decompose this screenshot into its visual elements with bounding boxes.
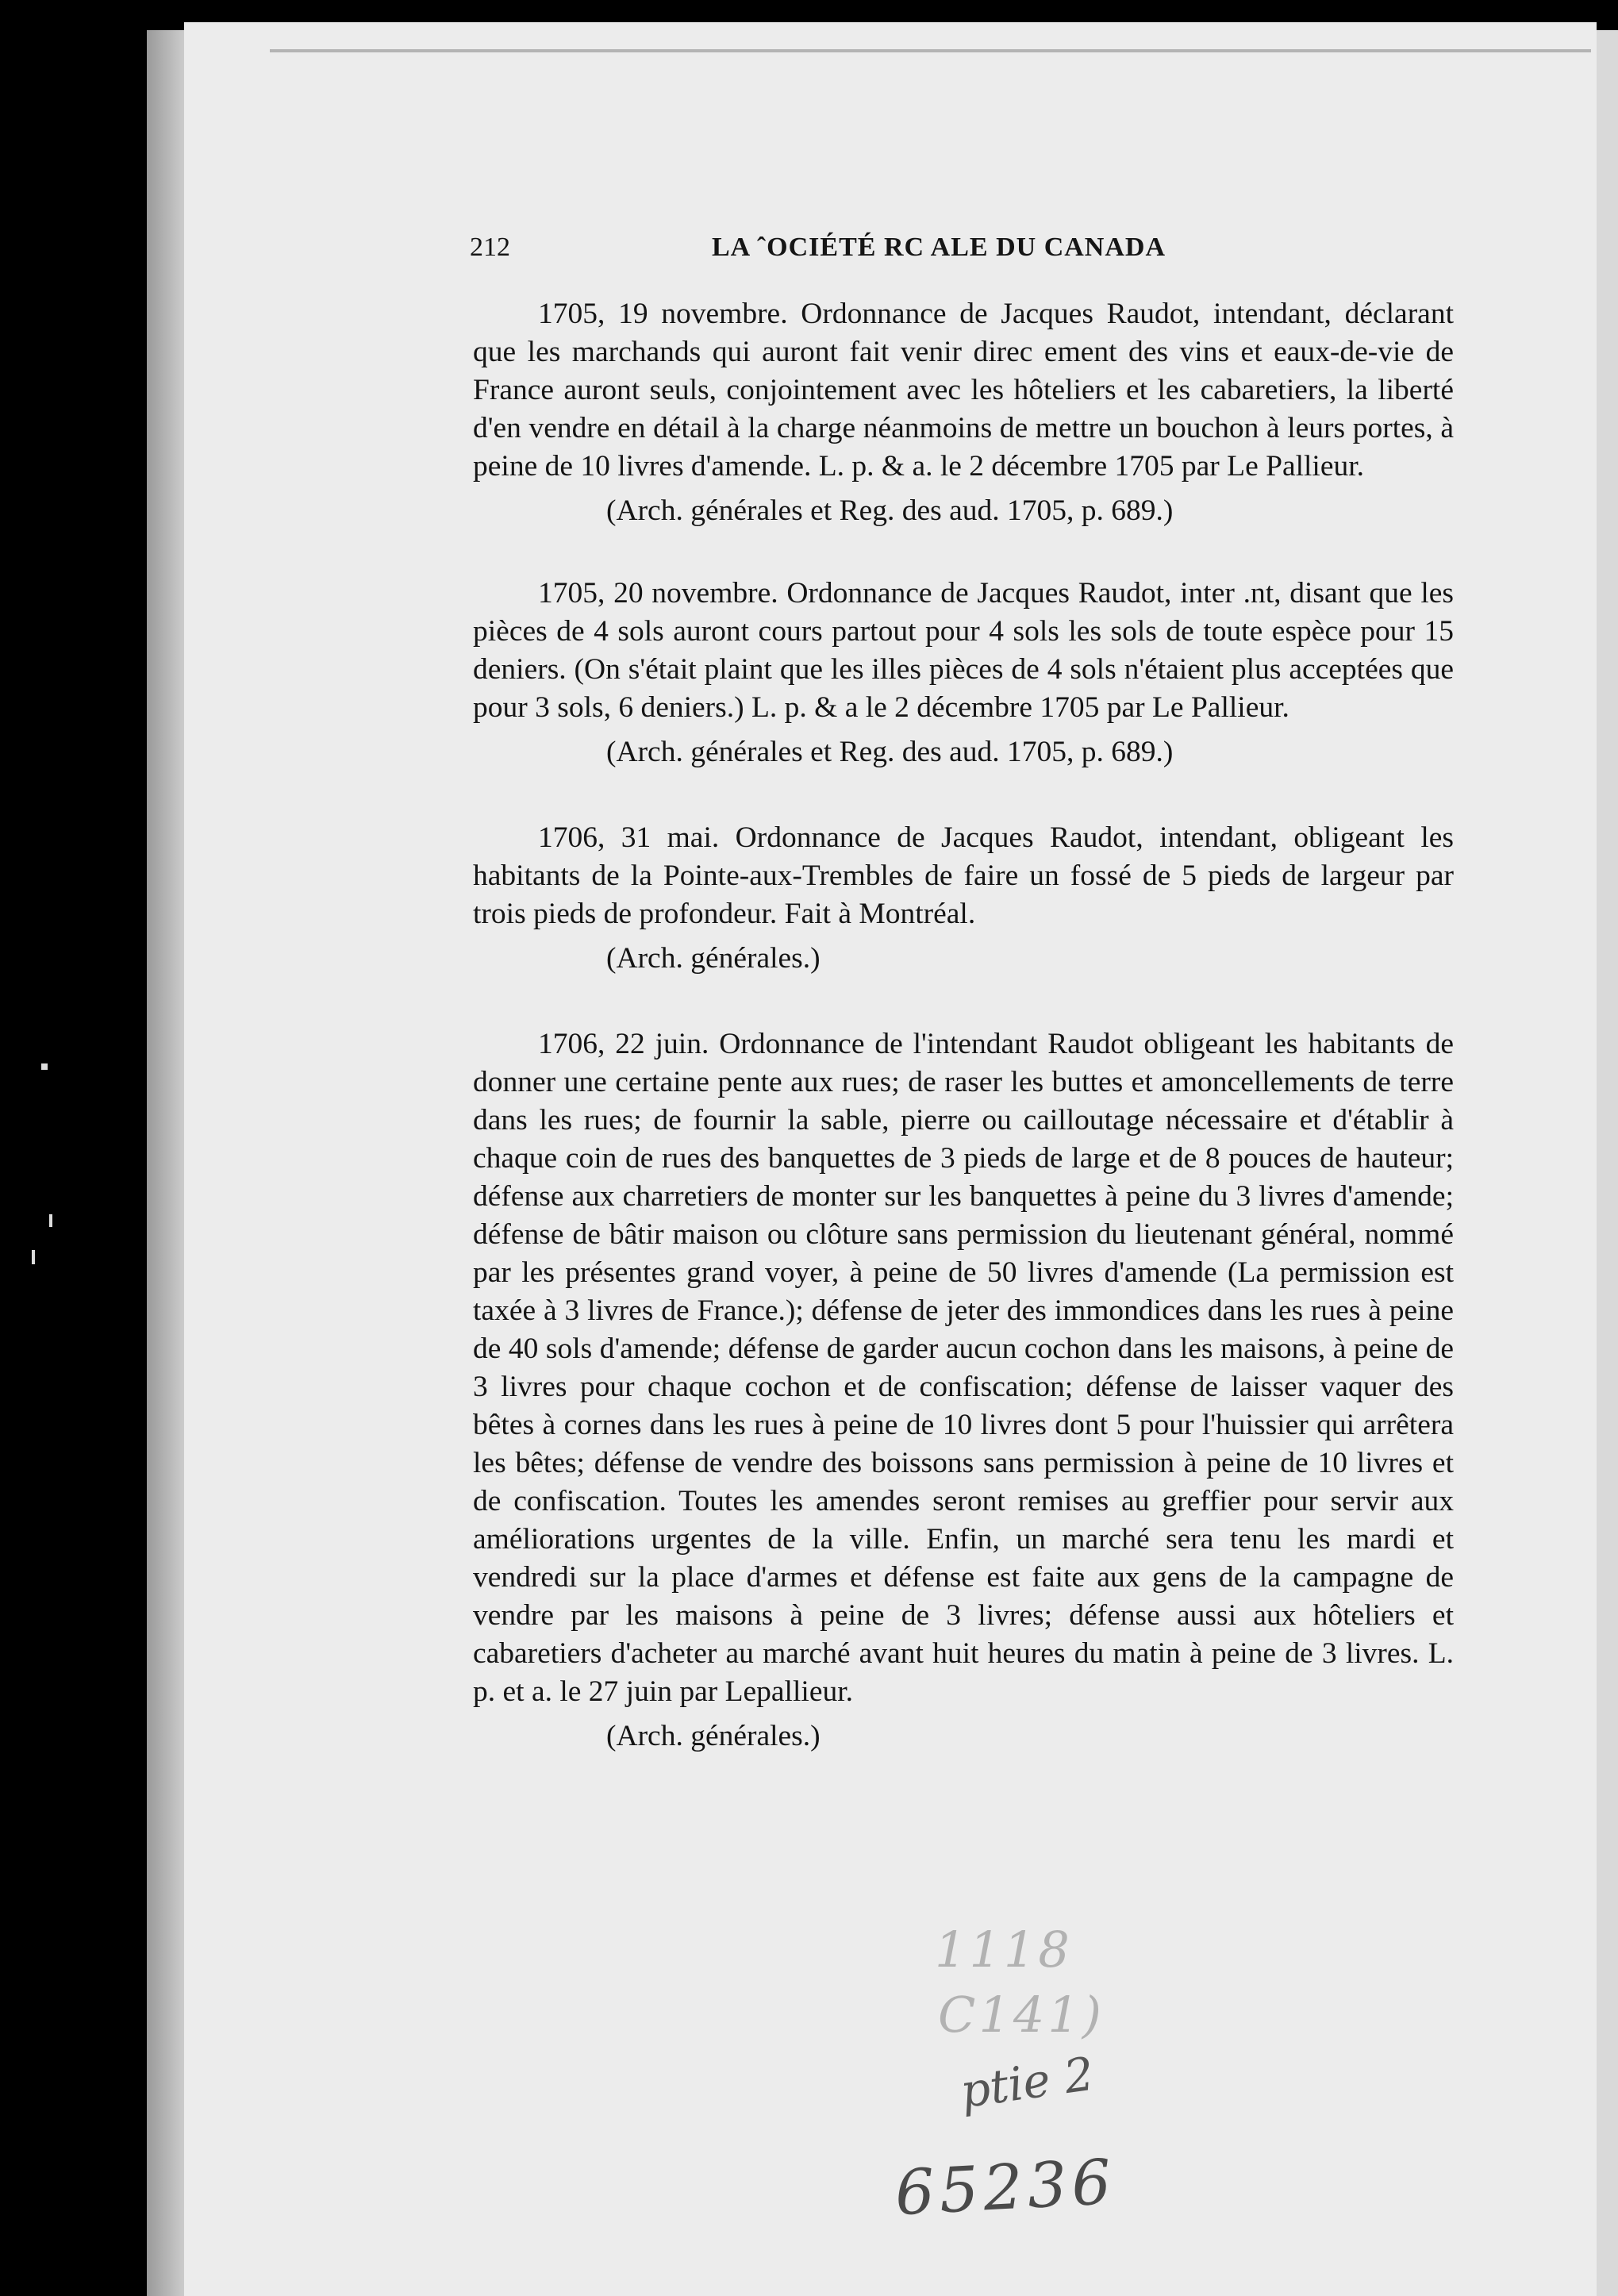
entry-source: (Arch. générales et Reg. des aud. 1705, p. 689.) (606, 494, 1174, 527)
entry-text: 1706, 22 juin. Ordonnance de l'intendant Raudot obligeant les habitants de donner une certaine pente aux rues; de raser les buttes et amoncellements de terre dans les rues; de fournir la sable, pierre ou cailloutage nécessaire et d'établir à chaque coin de rues des banquettes de 3 pieds de large et de 8 pouces de hauteur; défense aux charretiers de monter sur les banquettes à peine du 3 livres d'amende; défense de bâtir maison ou clôture sans permission du lieutenant général, nommé par les présentes grand voyer, à peine de 50 livres d'amende (La permission est taxée à 3 livres de France.); défense de jeter des immondices dans les rues à peine de 40 sols d'amende; défense de garder aucun cochon dans les maisons, à peine de 3 livres pour chaque cochon et de confiscation; défense de laisser vaquer des bêtes à cornes dans les rues à peine de 10 livres dont 5 pour l'huissier qui arrêtera les bêtes; défense de vendre des boissons sans permission à peine de 10 livres et de confiscation. Toutes les amendes seront remises au greffier pour servir aux améliorations urgentes de la ville. Enfin, un marché sera tenu les mardi et vendredi sur la place d'armes et défense est faite aux gens de la campagne de vendre par les maisons à peine de 3 livres; défense aussi aux hôteliers et cabaretiers d'acheter au marché avant huit heures du matin à peine de 3 livres. L. p. et a. le 27 juin par Lepallieur. (473, 1028, 1454, 1708)
entry-text: 1706, 31 mai. Ordonnance de Jacques Raudot, intendant, obligeant les habitants de la Pointe-aux-Trembles de faire un fossé de 5 pieds de largeur par trois pieds de profondeur. Fait à Montréal. (473, 821, 1454, 930)
handwritten-catalog-number: 65236 (893, 2146, 1118, 2230)
handwritten-note: ptie 2 (957, 2046, 1097, 2119)
entry-source: (Arch. générales et Reg. des aud. 1705, p. 689.) (606, 736, 1174, 768)
running-title: LA ˆOCIÉTÉ RC ALE DU CANADA (712, 233, 1166, 262)
sheet-edge-shadow (147, 30, 186, 2296)
scan-speck (41, 1063, 48, 1070)
running-header (470, 233, 1279, 267)
entry-1705-11-19 (473, 295, 1454, 530)
page-fold-line (270, 49, 1591, 52)
scan-speck (32, 1250, 35, 1264)
entry-source: (Arch. générales.) (606, 1720, 821, 1752)
document-body (473, 295, 1454, 1756)
entry-1706-06-22 (473, 1025, 1454, 1756)
handwritten-note: 1118 (935, 1921, 1073, 1979)
handwritten-note: C141) (938, 1986, 1105, 2044)
entry-1705-11-20 (473, 575, 1454, 771)
entry-source: (Arch. générales.) (606, 942, 821, 975)
entry-1706-05-31 (473, 819, 1454, 978)
entry-text: 1705, 20 novembre. Ordonnance de Jacques Raudot, inter .nt, disant que les pièces de 4 sols auront cours partout pour 4 sols les sols de toute espèce pour 15 deniers. (On s'était plaint que les illes pièces de 4 sols n'étaient plus acceptées que pour 3 sols, 6 deniers.) L. p. & a le 2 décembre 1705 par Le Pallieur. (473, 577, 1454, 724)
scan-speck (49, 1214, 52, 1227)
entry-text: 1705, 19 novembre. Ordonnance de Jacques Raudot, intendant, déclarant que les marchands qui auront fait venir direc ement des vins et eaux-de-vie de France auront seuls, conjointement avec les hôteliers et les cabaretiers, la liberté d'en vendre en détail à la charge néanmoins de mettre un bouchon à leurs portes, à peine de 10 livres d'amende. L. p. & a. le 2 décembre 1705 par Le Pallieur. (473, 298, 1454, 483)
page-number: 212 (470, 233, 510, 262)
